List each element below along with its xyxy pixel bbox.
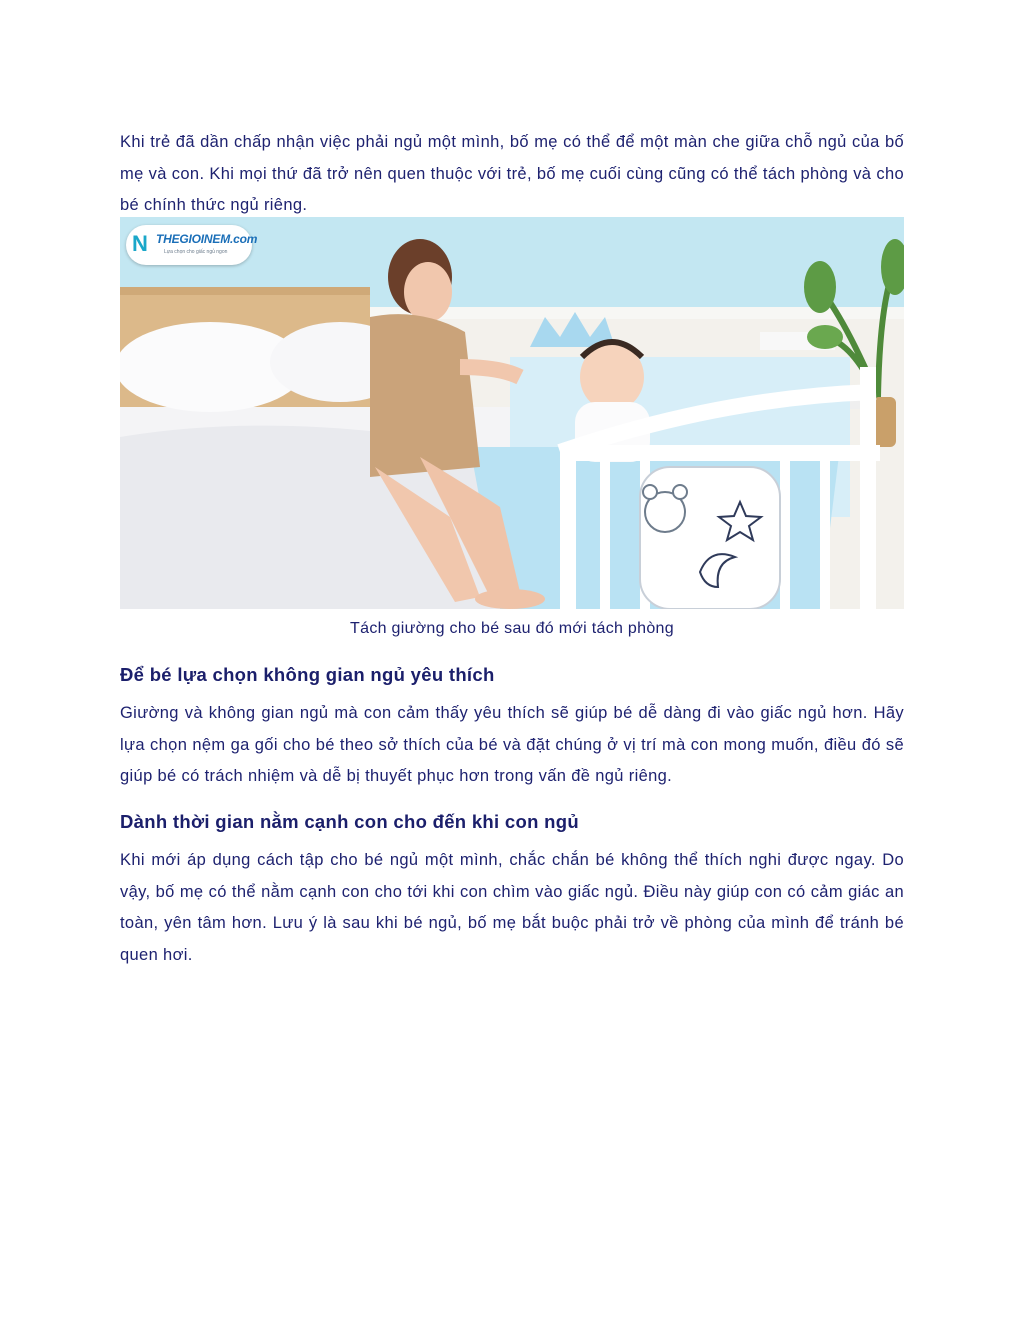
brand-logo [126,225,258,265]
section-heading-2: Dành thời gian nằm cạnh con cho đến khi con ngủ [120,811,579,832]
image-caption: Tách giường cho bé sau đó mới tách phòng [350,620,674,637]
section-heading-1: Để bé lựa chọn không gian ngủ yêu thích [120,664,495,685]
paragraph-sleep-space: Giường và không gian ngủ mà con cảm thấy yêu thích sẽ giúp bé dễ dàng đi vào giấc ngủ hơn. Hãy lựa chọn nệm ga gối cho bé theo sở thích của bé và đặt chúng ở vị trí mà con mong muốn, điều đó sẽ giúp bé có trách nhiệm và dễ bị thuyết phục hơn trong vấn đề ngủ riêng. [120,704,904,785]
article-photo [120,217,904,609]
mother-baby-crib-illustration [120,217,904,609]
logo-text: THEGIOINEM.com [156,232,258,246]
paragraph-intro: Khi trẻ đã dần chấp nhận việc phải ngủ một mình, bố mẹ có thể để một màn che giữa chỗ ngủ của bố mẹ và con. Khi mọi thứ đã trở nên quen thuộc với trẻ, bố mẹ cuối cùng cũng có thể tách phòng và cho bé chính thức ngủ riêng. [120,133,904,214]
paragraph-lie-beside: Khi mới áp dụng cách tập cho bé ngủ một mình, chắc chắn bé không thể thích nghi được ngay. Do vậy, bố mẹ có thể nằm cạnh con cho tới khi con chìm vào giấc ngủ. Điều này giúp con có cảm giác an toàn, yên tâm hơn. Lưu ý là sau khi bé ngủ, bố mẹ bắt buộc phải trở về phòng của mình để tránh bé quen hơi. [120,851,904,964]
logo-mark-icon: N [132,231,148,256]
logo-tagline: Lựa chọn cho giấc ngủ ngon [164,249,228,255]
